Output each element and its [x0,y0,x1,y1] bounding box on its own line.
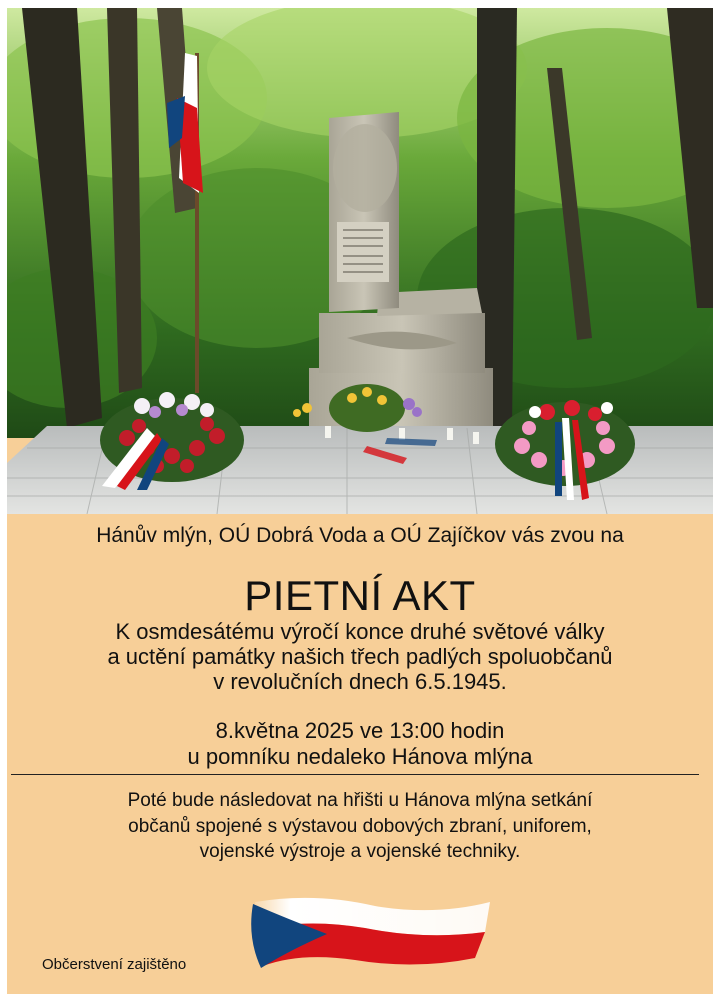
afterwards-line: občanů spojené s výstavou dobových zbraní, uniforem, [128,816,592,837]
afterwards-line: vojenské výstroje a vojenské techniky. [199,841,521,862]
event-title: PIETNÍ AKT [244,572,476,619]
divider [11,774,699,775]
subtitle-line: v revolučních dnech 6.5.1945. [213,669,507,694]
subtitle-line: K osmdesátému výročí konce druhé světové války [115,619,605,644]
event-place: u pomníku nedaleko Hánova mlýna [187,744,533,769]
event-poster [7,8,713,994]
refreshments-note: Občerstvení zajištěno [42,956,187,973]
memorial-photo [7,8,713,514]
subtitle-line: a uctění památky našich třech padlých spoluobčanů [107,644,613,669]
afterwards-line: Poté bude následovat na hřišti u Hánova mlýna setkání [127,790,593,811]
invitation-line: Hánův mlýn, OÚ Dobrá Voda a OÚ Zajíčkov vás zvou na [96,524,624,547]
czech-flag-icon [245,888,495,978]
event-time: 8.května 2025 ve 13:00 hodin [215,718,505,743]
